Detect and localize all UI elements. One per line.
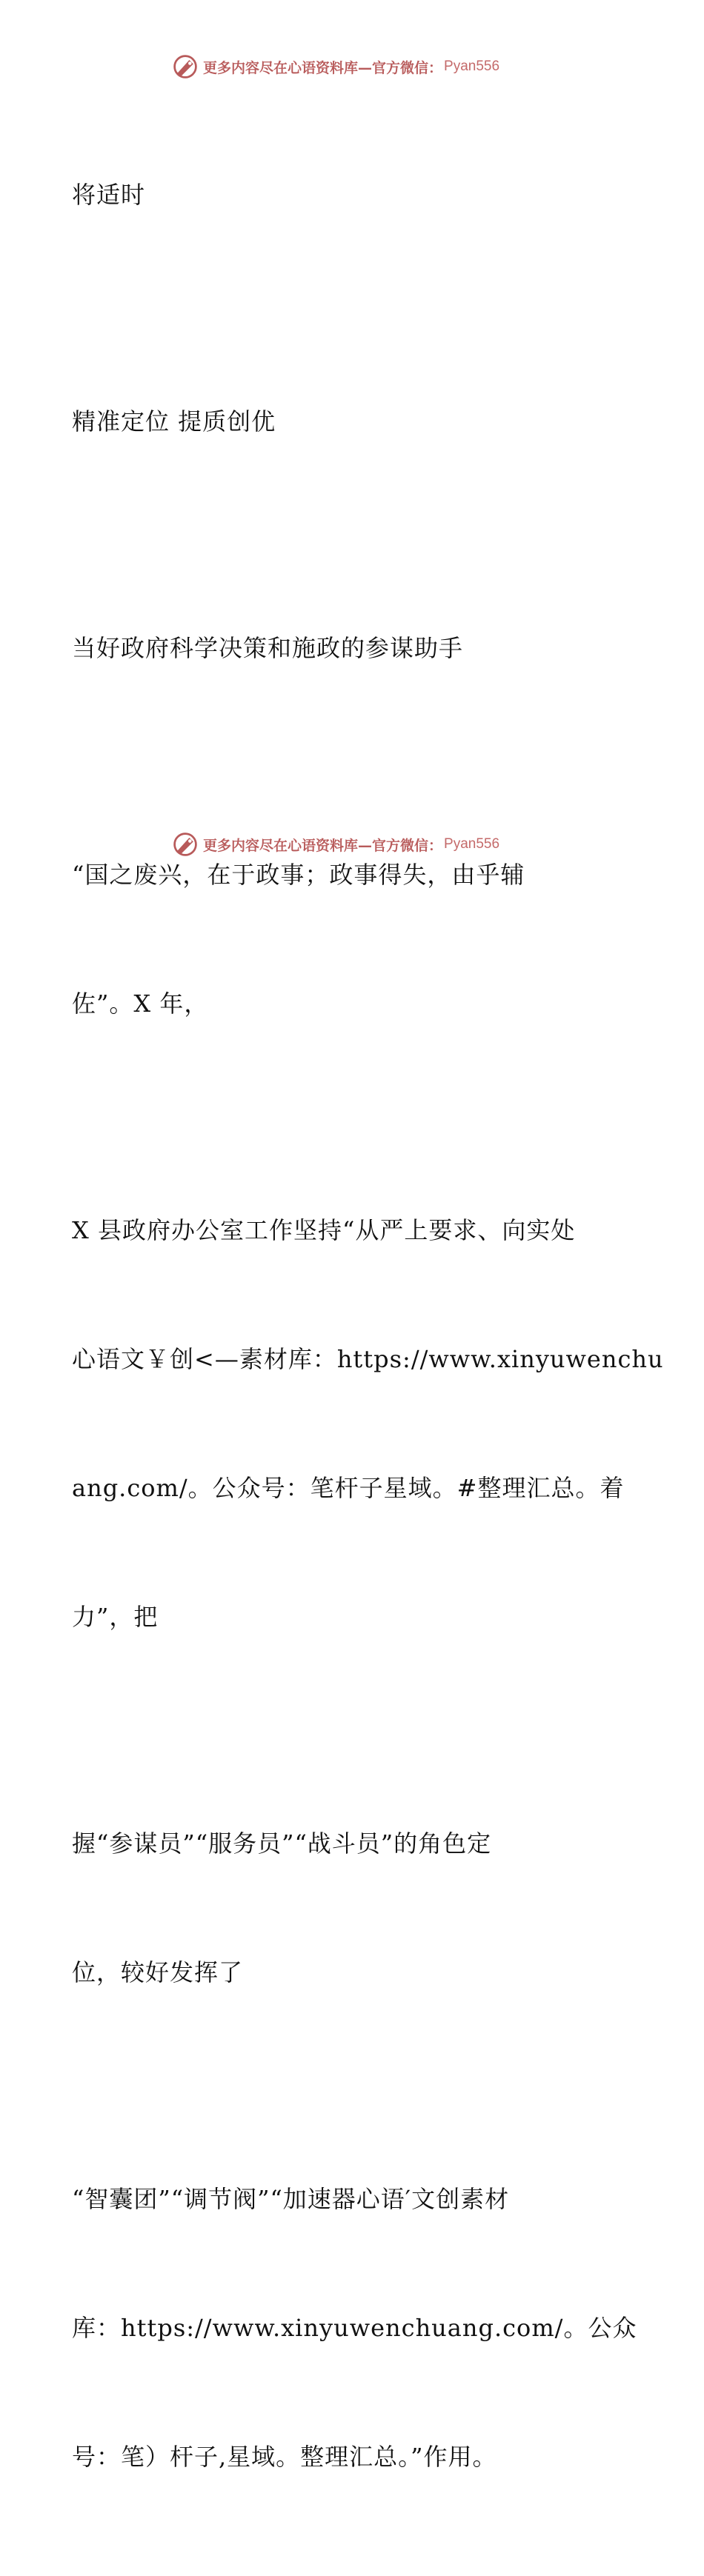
header-watermark-banner bbox=[172, 52, 499, 81]
footer-banner-text: 更多内容尽在心语资料库—官方微信： bbox=[203, 837, 443, 854]
paragraph bbox=[72, 541, 635, 755]
paragraph-line: 号：笔）杆子,星域。整理汇总。”作用。 bbox=[72, 2443, 497, 2471]
paragraph-line: 当好政府科学决策和施政的参谋助手 bbox=[72, 634, 464, 662]
header-banner-account: Pyan556 bbox=[444, 59, 500, 74]
paragraph-line: 佐”。X 年， bbox=[72, 990, 209, 1018]
paragraph-line: 将适时 bbox=[72, 181, 146, 209]
paragraph bbox=[72, 2092, 635, 2564]
paragraph-line: ang.com/。公众号：笔杆子星域。#整理汇总。着 bbox=[72, 1474, 625, 1502]
paragraph-line: 精准定位 提质创优 bbox=[72, 407, 276, 436]
document-body bbox=[72, 87, 664, 2576]
footer-banner-account: Pyan556 bbox=[444, 836, 500, 852]
pen-nib-logo-icon bbox=[172, 53, 199, 80]
paragraph bbox=[72, 87, 635, 302]
paragraph-line: “智囊团”“调节阀”“加速器心语′文创素材 bbox=[72, 2185, 510, 2213]
paragraph-line: X 县政府办公室工作坚持“从严上要求、向实处 bbox=[72, 1216, 576, 1244]
header-banner-text: 更多内容尽在心语资料库—官方微信： bbox=[203, 59, 443, 76]
paragraph bbox=[72, 314, 635, 529]
footer-watermark-banner bbox=[172, 830, 499, 859]
paragraph-line: 库：https://www.xinyuwenchuang.com/。公众 bbox=[72, 2314, 637, 2342]
pen-nib-logo-icon bbox=[172, 831, 199, 858]
paragraph bbox=[72, 767, 635, 1111]
paragraph-line: “国之废兴，在于政事；政事得失，由乎辅 bbox=[72, 861, 525, 889]
paragraph bbox=[72, 1736, 635, 2080]
paragraph-line: 握“参谋员”“服务员”“战斗员”的角色定 bbox=[72, 1829, 492, 1858]
paragraph-line: 心语文￥创<—素材库：https://www.xinyuwenchu bbox=[72, 1345, 664, 1373]
paragraph bbox=[72, 1123, 664, 1724]
paragraph-line: 位，较好发挥了 bbox=[72, 1958, 244, 1986]
paragraph-line: 力”，把 bbox=[72, 1603, 159, 1631]
